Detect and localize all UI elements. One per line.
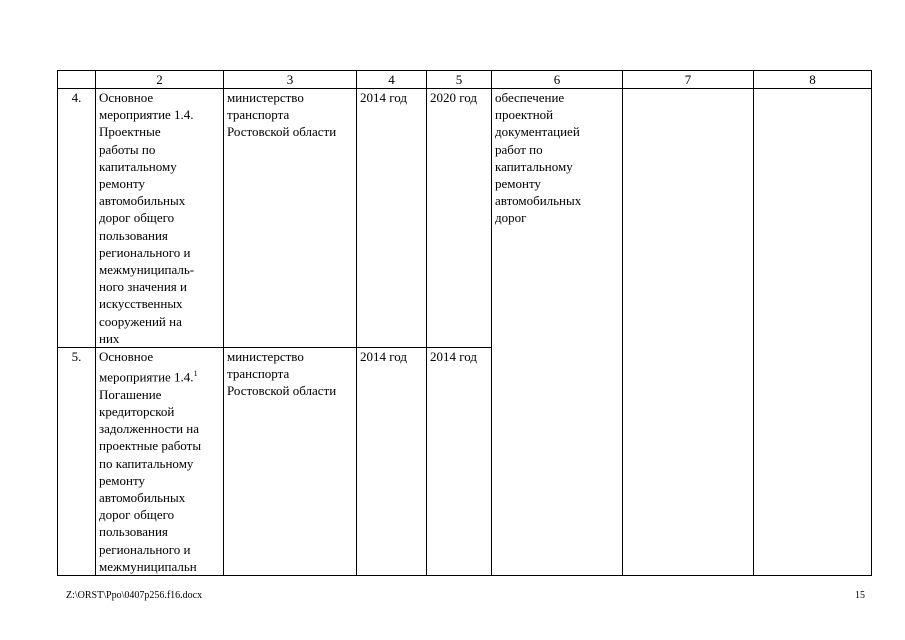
header-col-1 [58, 71, 96, 89]
header-col-5: 5 [427, 71, 492, 89]
row-number: 5. [58, 348, 96, 576]
table-header-row [58, 71, 872, 89]
activity-name-main: Основное мероприятие 1.4. [99, 349, 194, 385]
header-col-3: 3 [224, 71, 357, 89]
table-row [58, 89, 872, 348]
col-7-cell [623, 89, 754, 348]
activity-name: Основное мероприятие 1.4. Проектные работы по капитальному ремонту автомобильных дорог общего пользования регионального и межмуниципаль- ного значения и искусственных сооружений на них [96, 89, 224, 348]
header-col-2: 2 [96, 71, 224, 89]
start-year: 2014 год [357, 348, 427, 576]
page-number: 15 [855, 590, 865, 601]
col-8-cell [754, 89, 872, 348]
activity-name-superscript: 1 [193, 369, 198, 379]
activity-name-rest: Погашение кредиторской задолженности на проектные работы по капитальному ремонту автомобильных дорог общего пользования регионального и межмуниципальн [99, 386, 202, 574]
table-row [58, 348, 872, 576]
activity-name [96, 348, 224, 576]
expected-result: обеспечение проектной документацией работ по капитальному ремонту автомобильных дорог [492, 89, 623, 348]
header-col-6: 6 [492, 71, 623, 89]
header-col-4: 4 [357, 71, 427, 89]
executor: министерство транспорта Ростовской области [224, 89, 357, 348]
col-8-cell-cont [754, 348, 872, 576]
end-year: 2014 год [427, 348, 492, 576]
expected-result-cont [492, 348, 623, 576]
row-number: 4. [58, 89, 96, 348]
end-year: 2020 год [427, 89, 492, 348]
header-col-8: 8 [754, 71, 872, 89]
col-7-cell-cont [623, 348, 754, 576]
file-path: Z:\ORST\Ppo\0407p256.f16.docx [66, 590, 203, 601]
program-table [57, 70, 872, 576]
start-year: 2014 год [357, 89, 427, 348]
executor: министерство транспорта Ростовской области [224, 348, 357, 576]
header-col-7: 7 [623, 71, 754, 89]
